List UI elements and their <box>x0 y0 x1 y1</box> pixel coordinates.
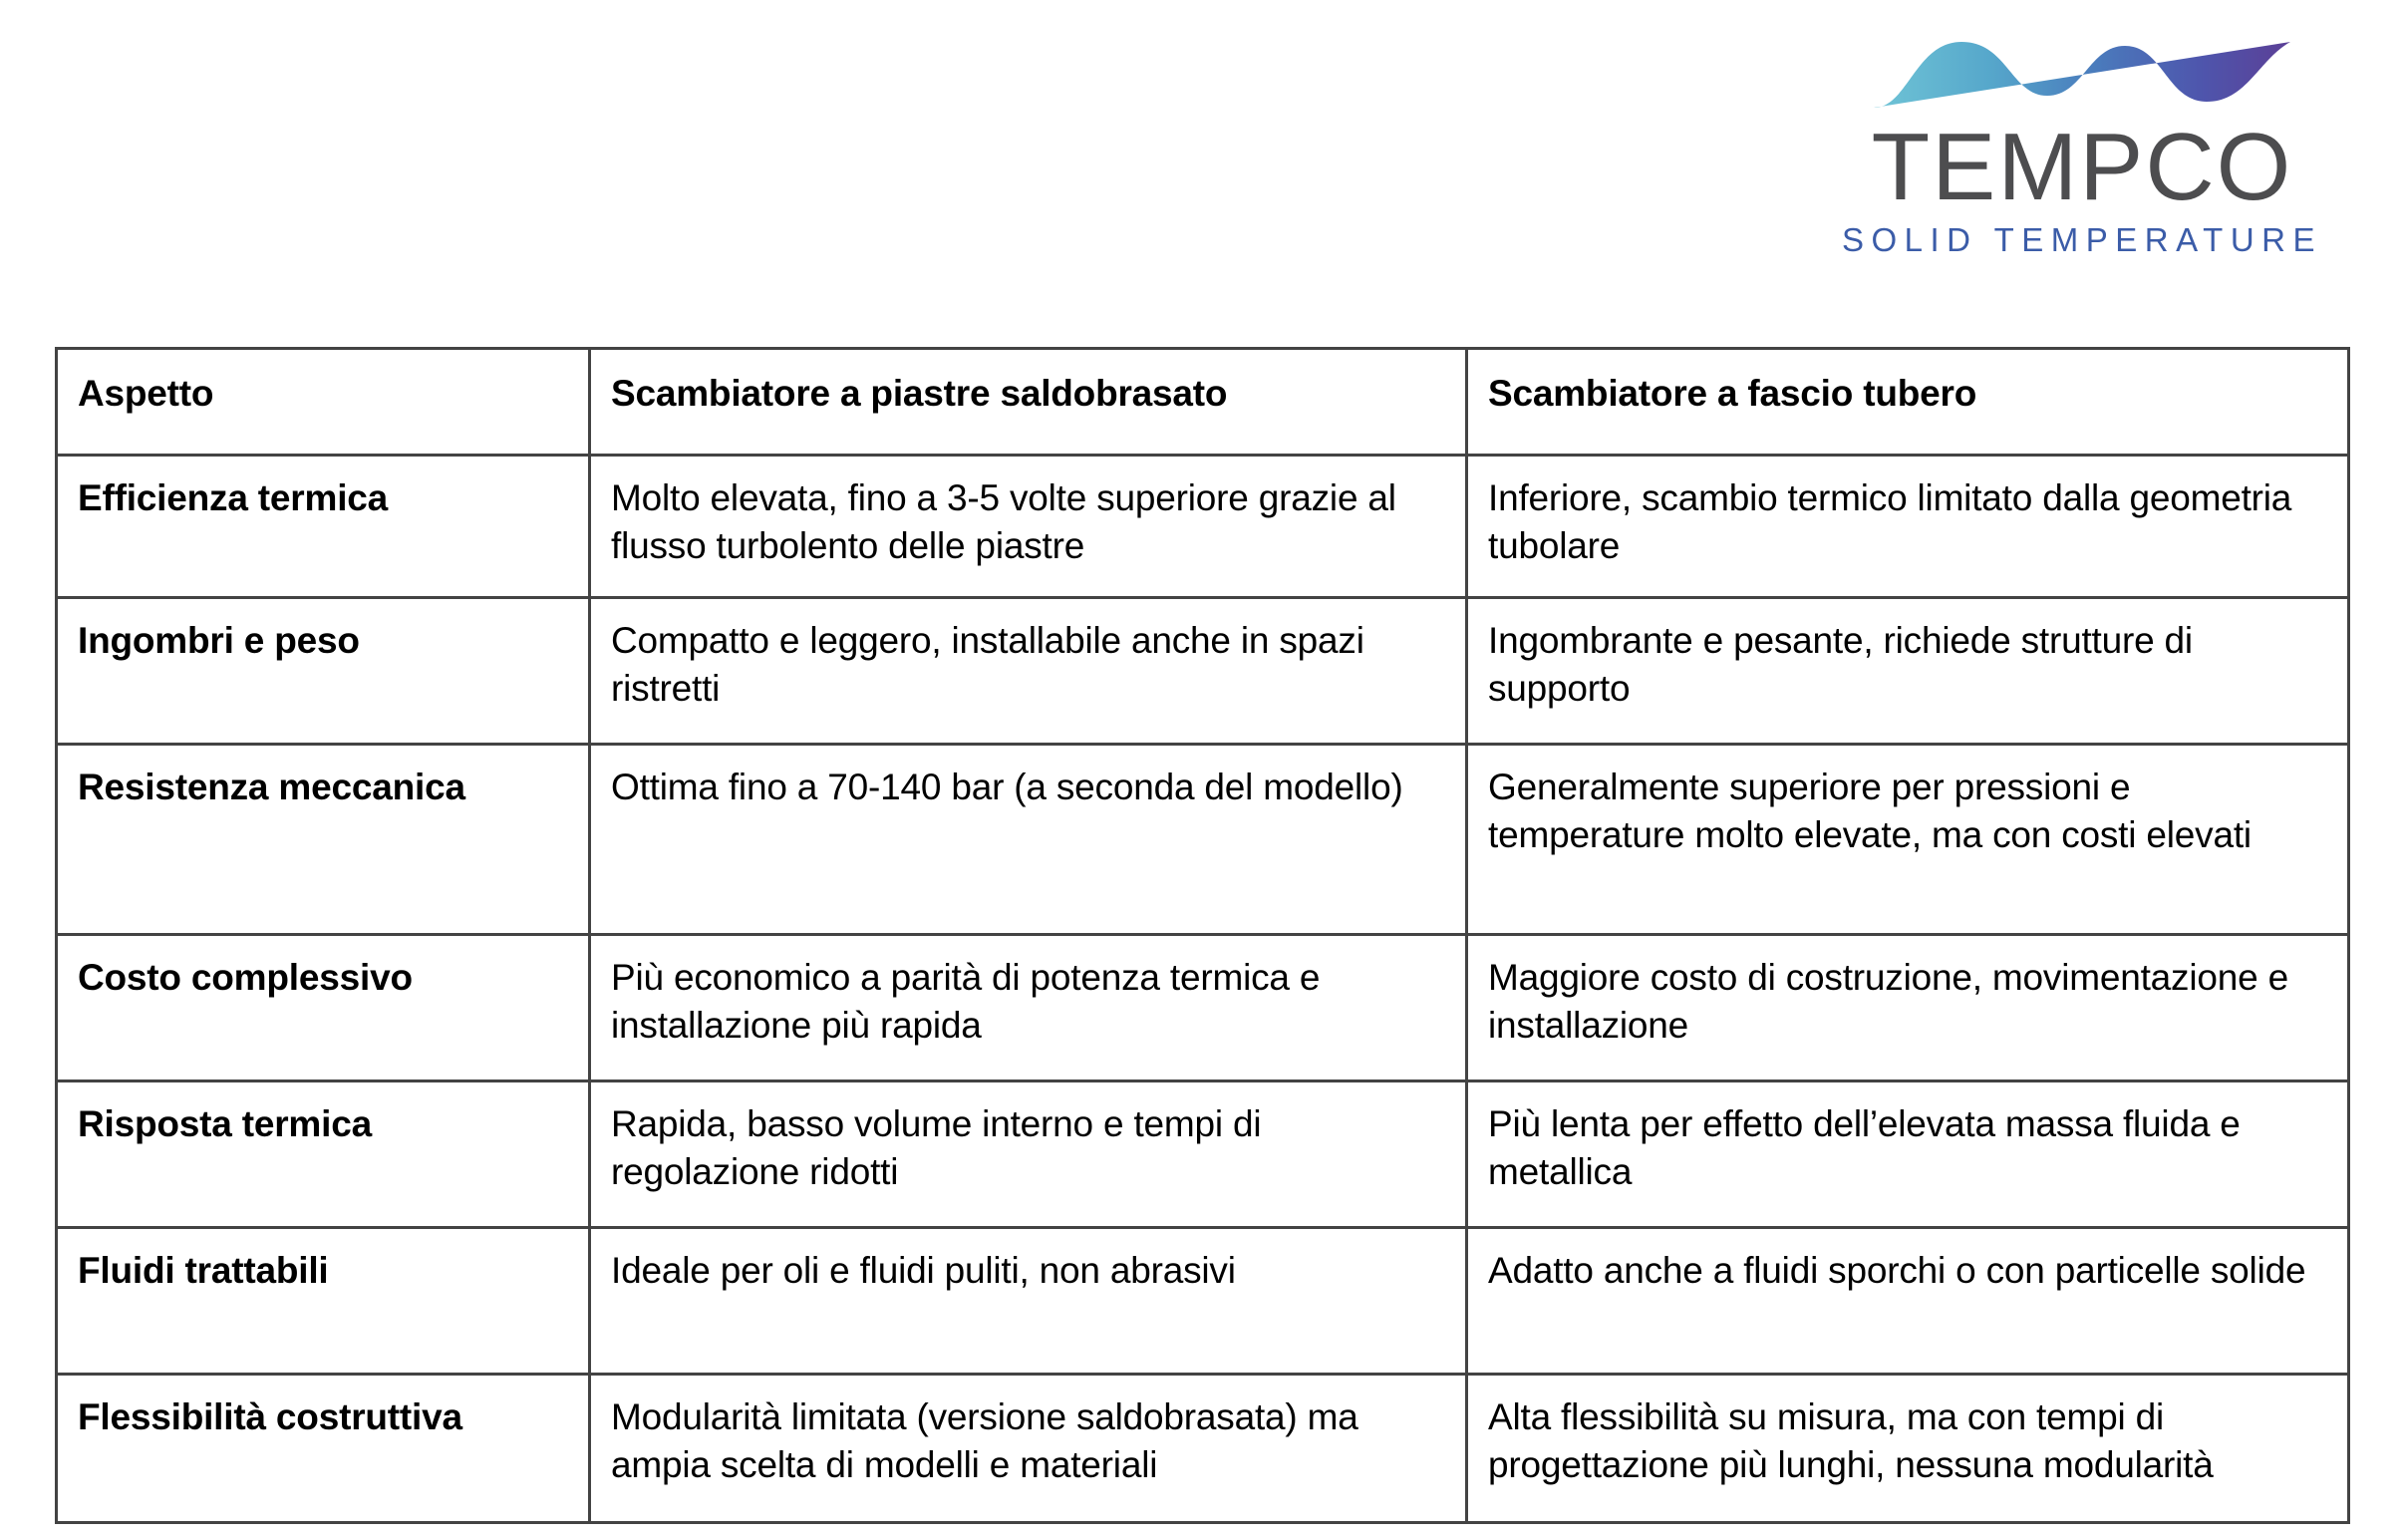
row-shell-value: Alta flessibilità su misura, ma con tempi di progettazione più lunghi, nessuna modularità <box>1467 1375 2349 1523</box>
logo-wordmark-text: TEMPCO <box>1871 114 2293 220</box>
row-aspect-label: Risposta termica <box>57 1081 590 1228</box>
logo-tagline: SOLID TEMPERATURE <box>1841 221 2322 258</box>
table-row <box>57 935 2349 1081</box>
table-row <box>57 598 2349 745</box>
row-aspect-label: Costo complessivo <box>57 935 590 1081</box>
table-row <box>57 745 2349 935</box>
table-row <box>57 1081 2349 1228</box>
table-row <box>57 1375 2349 1523</box>
row-aspect-label: Ingombri e peso <box>57 598 590 745</box>
column-header-aspetto: Aspetto <box>57 349 590 456</box>
row-plate-value: Ideale per oli e fluidi puliti, non abrasivi <box>590 1228 1467 1375</box>
comparison-table <box>55 347 2350 1524</box>
row-aspect-label: Efficienza termica <box>57 456 590 598</box>
table-row <box>57 456 2349 598</box>
row-shell-value: Generalmente superiore per pressioni e temperature molto elevate, ma con costi elevati <box>1467 745 2349 935</box>
row-plate-value: Modularità limitata (versione saldobrasata) ma ampia scelta di modelli e materiali <box>590 1375 1467 1523</box>
logo-wordmark <box>1818 114 2346 220</box>
row-shell-value: Più lenta per effetto dell’elevata massa fluida e metallica <box>1467 1081 2349 1228</box>
row-aspect-label: Resistenza meccanica <box>57 745 590 935</box>
row-plate-value: Più economico a parità di potenza termica e installazione più rapida <box>590 935 1467 1081</box>
row-plate-value: Compatto e leggero, installabile anche in spazi ristretti <box>590 598 1467 745</box>
column-header-piastre: Scambiatore a piastre saldobrasato <box>590 349 1467 456</box>
row-aspect-label: Fluidi trattabili <box>57 1228 590 1375</box>
column-header-fascio-tubero: Scambiatore a fascio tubero <box>1467 349 2349 456</box>
row-plate-value: Ottima fino a 70-140 bar (a seconda del modello) <box>590 745 1467 935</box>
row-shell-value: Inferiore, scambio termico limitato dalla geometria tubolare <box>1467 456 2349 598</box>
tempco-logo <box>1818 34 2346 259</box>
row-shell-value: Adatto anche a fluidi sporchi o con particelle solide <box>1467 1228 2349 1375</box>
row-shell-value: Ingombrante e pesante, richiede strutture di supporto <box>1467 598 2349 745</box>
row-shell-value: Maggiore costo di costruzione, movimentazione e installazione <box>1467 935 2349 1081</box>
tempco-wave-icon <box>1868 34 2296 114</box>
table-row <box>57 1228 2349 1375</box>
row-plate-value: Molto elevata, fino a 3-5 volte superiore grazie al flusso turbolento delle piastre <box>590 456 1467 598</box>
comparison-table-container <box>55 347 2347 1524</box>
row-plate-value: Rapida, basso volume interno e tempi di regolazione ridotti <box>590 1081 1467 1228</box>
row-aspect-label: Flessibilità costruttiva <box>57 1375 590 1523</box>
table-header-row <box>57 349 2349 456</box>
